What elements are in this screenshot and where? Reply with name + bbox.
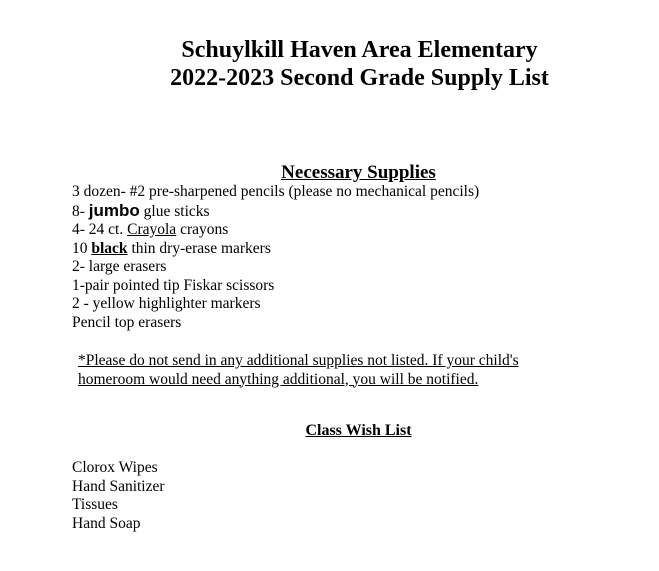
jumbo-emphasis: jumbo [88, 200, 140, 220]
glue-stick-label: glue sticks [139, 202, 210, 220]
note-line-1: *Please do not send in any additional supplies not listed. If your child's [78, 352, 519, 369]
wish-item: Hand Soap [72, 514, 141, 532]
supply-item-markers [72, 240, 479, 259]
crayon-label: crayons [176, 221, 229, 238]
supply-item-glue-sticks [72, 202, 479, 222]
class-wish-list [72, 459, 165, 533]
note-line-2: homeroom would need anything additional, you will be notified. [78, 370, 479, 388]
marker-count: 10 [72, 239, 92, 257]
supply-item-pencil-top-erasers: Pencil top erasers [72, 313, 182, 331]
supply-item-scissors: 1-pair pointed tip Fiskar scissors [72, 276, 275, 294]
school-name: Schuylkill Haven Area Elementary [181, 37, 538, 63]
wish-item: Clorox Wipes [72, 459, 158, 476]
supply-item-crayons [72, 221, 479, 240]
supply-list-title: 2022-2023 Second Grade Supply List [170, 65, 549, 91]
necessary-supplies-list [72, 183, 479, 332]
necessary-supplies-heading: Necessary Supplies [281, 162, 436, 183]
supply-item-pencils: 3 dozen- #2 pre-sharpened pencils (please no mechanical pencils) [72, 183, 480, 200]
class-wish-list-heading: Class Wish List [305, 422, 412, 439]
supply-item-highlighters: 2 - yellow highlighter markers [72, 295, 261, 312]
crayola-brand: Crayola [127, 221, 177, 238]
document-title [0, 36, 659, 92]
black-emphasis: black [91, 239, 128, 257]
glue-stick-count: 8- [72, 202, 89, 220]
wish-item: Tissues [72, 496, 118, 513]
crayon-count: 4- 24 ct. [72, 221, 128, 238]
supply-item-erasers: 2- large erasers [72, 258, 167, 275]
additional-supplies-note [78, 352, 598, 389]
wish-item: Hand Sanitizer [72, 477, 165, 495]
marker-label: thin dry-erase markers [127, 239, 271, 257]
